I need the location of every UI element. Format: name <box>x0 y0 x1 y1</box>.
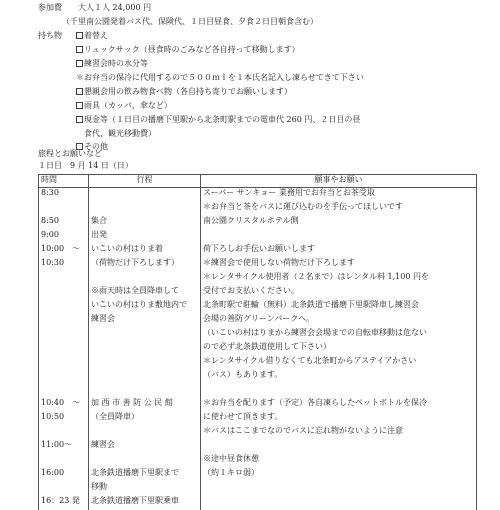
schedule-row <box>39 272 477 286</box>
schedule-time: 10:40 ～ <box>39 398 89 412</box>
schedule-row <box>39 496 477 510</box>
schedule-time: 10:00 ～ <box>39 244 89 258</box>
schedule-route: いこいの村はりま敷地内で <box>89 300 201 314</box>
checkbox-icon <box>76 116 83 123</box>
schedule-time <box>39 314 89 328</box>
schedule-route <box>89 328 201 342</box>
schedule-row <box>39 300 477 314</box>
schedule-time <box>39 384 89 398</box>
checkbox-icon <box>76 102 83 109</box>
schedule-note: （いこいの村はりまから練習会会場までの自転車移動は危ない <box>201 328 477 342</box>
fee-label: 参加費 <box>38 3 62 12</box>
checklist-item <box>76 31 108 41</box>
schedule-row <box>39 216 477 230</box>
schedule-row <box>39 188 477 203</box>
schedule-note: ＊お弁当と茶をバスに運び込むのを手伝ってほしいです <box>201 202 477 216</box>
checklist-item <box>76 87 292 97</box>
schedule-time: 16：23 発 <box>39 496 89 510</box>
schedule-row <box>39 342 477 356</box>
fee-note: （千里南公園発着バス代、保険代、１日目昼食、夕食２日目朝食含む） <box>62 17 318 26</box>
schedule-route: ※雨天時は全員降車して <box>89 286 201 300</box>
schedule-route: いこいの村はりま着 <box>89 244 201 258</box>
schedule-row <box>39 202 477 216</box>
schedule-note: ＊お弁当を配ります（予定）各自凍らしたペットボトルを保冷 <box>201 398 477 412</box>
schedule-route <box>89 384 201 398</box>
items-label: 持ち物 <box>38 31 62 40</box>
schedule-route <box>89 426 201 440</box>
schedule-row <box>39 412 477 426</box>
checklist-item <box>76 45 300 55</box>
schedule-route: 北条鉄道播磨下里駅乗車 <box>89 496 201 510</box>
checklist-item-text: ＊お弁当の保冷に代用するので５００ｍｌを１本氏名記入し凍らせてきて下さい <box>76 73 364 82</box>
schedule-time <box>39 272 89 286</box>
schedule-time: 9:00 <box>39 230 89 244</box>
schedule-note <box>201 496 477 510</box>
checklist-item-text: 現金等（１日目の播磨下里駅から北条町駅までの電車代 260 円、２日目の昼 <box>84 115 361 124</box>
schedule-note <box>201 440 477 454</box>
schedule-route: 移動 <box>89 482 201 496</box>
checklist-item <box>76 59 148 69</box>
checkbox-icon <box>76 60 83 67</box>
checklist-item-text: 食代、観光移動費） <box>84 129 156 138</box>
schedule-note: 南公園クリスタルホテル側 <box>201 216 477 230</box>
schedule-route <box>89 342 201 356</box>
schedule-row <box>39 370 477 384</box>
schedule-note: （約１キロ弱） <box>201 468 477 482</box>
schedule-route: 集合 <box>89 216 201 230</box>
header-route: 行程 <box>89 175 201 188</box>
checkbox-icon <box>76 32 83 39</box>
schedule-route <box>89 454 201 468</box>
schedule-row <box>39 482 477 496</box>
schedule-route <box>89 370 201 384</box>
schedule-row <box>39 384 477 398</box>
schedule-row <box>39 356 477 370</box>
schedule-time <box>39 202 89 216</box>
schedule-row <box>39 468 477 482</box>
schedule-note: 荷下ろしお手伝いお願いします <box>201 244 477 258</box>
schedule-row <box>39 286 477 300</box>
checklist-item <box>76 101 172 111</box>
schedule-note: 会場の善防グリーンパークへ。 <box>201 314 477 328</box>
checklist-item-text: 雨具（カッパ、傘など） <box>84 101 172 110</box>
schedule-route <box>89 202 201 216</box>
schedule-note: スーパー サンキョー 業務用でお弁当とお茶受取 <box>201 188 477 203</box>
checkbox-icon <box>76 88 83 95</box>
schedule-note: ＊バスはここまでなのでバスに忘れ物がないように注意 <box>201 426 477 440</box>
schedule-row <box>39 314 477 328</box>
checklist-item <box>76 115 360 125</box>
schedule-note: ※途中昼食休憩 <box>201 454 477 468</box>
schedule-row <box>39 328 477 342</box>
schedule-header-row <box>39 175 477 188</box>
schedule-note <box>201 482 477 496</box>
schedule-row <box>39 398 477 412</box>
schedule-note: ＊レンタサイクル借りなくても北条町からアステイアかさい <box>201 356 477 370</box>
schedule-route: 練習会 <box>89 314 201 328</box>
schedule-row <box>39 230 477 244</box>
schedule-time: 11:00～ <box>39 440 89 454</box>
checklist-item <box>84 129 156 139</box>
schedule-time <box>39 426 89 440</box>
schedule-route: 加 西 市 善 防 公 民 館 <box>89 398 201 412</box>
schedule-time <box>39 482 89 496</box>
schedule-route: 出発 <box>89 230 201 244</box>
schedule-note: （バス）もあります。 <box>201 370 477 384</box>
schedule-route <box>89 188 201 203</box>
schedule-route: （荷物だけ下ろします） <box>89 258 201 272</box>
schedule-row <box>39 454 477 468</box>
schedule-note: ので必ず北条鉄道使用して下さい） <box>201 342 477 356</box>
schedule-time <box>39 454 89 468</box>
itinerary-day: １日目 9 月 14 日（日） <box>38 161 133 170</box>
fee-value: 大人１人 24,000 円 <box>78 3 152 12</box>
schedule-note: ＊練習会で使用しない荷物だけ下ろします <box>201 258 477 272</box>
checklist-item-text: 懇親会用の飲み物食べ物（各自持ち寄りでお願いします） <box>84 87 292 96</box>
schedule-time <box>39 356 89 370</box>
schedule-note <box>201 384 477 398</box>
schedule-time <box>39 286 89 300</box>
schedule-note: 北条町駅で駐輪（無料）北条鉄道で播磨下里駅降車し練習会 <box>201 300 477 314</box>
checklist-item-text: リュックサック（昼食時のごみなど各自持って移動します） <box>84 45 300 54</box>
schedule-route: （全員降車） <box>89 412 201 426</box>
schedule-time: 10:50 <box>39 412 89 426</box>
schedule-route: 練習会 <box>89 440 201 454</box>
schedule-time <box>39 328 89 342</box>
schedule-row <box>39 440 477 454</box>
checkbox-icon <box>76 46 83 53</box>
schedule-time: 8:50 <box>39 216 89 230</box>
header-note: 願事やお願い <box>201 175 477 188</box>
schedule-time <box>39 300 89 314</box>
schedule-route <box>89 272 201 286</box>
schedule-note <box>201 230 477 244</box>
header-time: 時間 <box>39 175 89 188</box>
schedule-route <box>89 356 201 370</box>
schedule-note: ＊レンタサイクル使用者（２名まで）はレンタル料 1,100 円を <box>201 272 477 286</box>
schedule-time: 8:30 <box>39 188 89 203</box>
schedule-row <box>39 426 477 440</box>
schedule-row <box>39 258 477 272</box>
schedule-route: 北条鉄道播磨下里駅まで <box>89 468 201 482</box>
checklist-item-text: 練習会時の水分等 <box>84 59 148 68</box>
checklist-item <box>76 73 364 83</box>
itinerary-title: 旅程とお願いなど <box>38 149 102 158</box>
schedule-note: 受付でお支払いください。 <box>201 286 477 300</box>
schedule-note: に使わせて頂きます。 <box>201 412 477 426</box>
schedule-table <box>38 174 477 510</box>
schedule-time <box>39 342 89 356</box>
checklist-item-text: その他 <box>84 142 108 151</box>
checklist-item-text: 着替え <box>84 31 108 40</box>
schedule-time: 16:00 <box>39 468 89 482</box>
schedule-time: 10:30 <box>39 258 89 272</box>
schedule-time <box>39 370 89 384</box>
schedule-row <box>39 244 477 258</box>
